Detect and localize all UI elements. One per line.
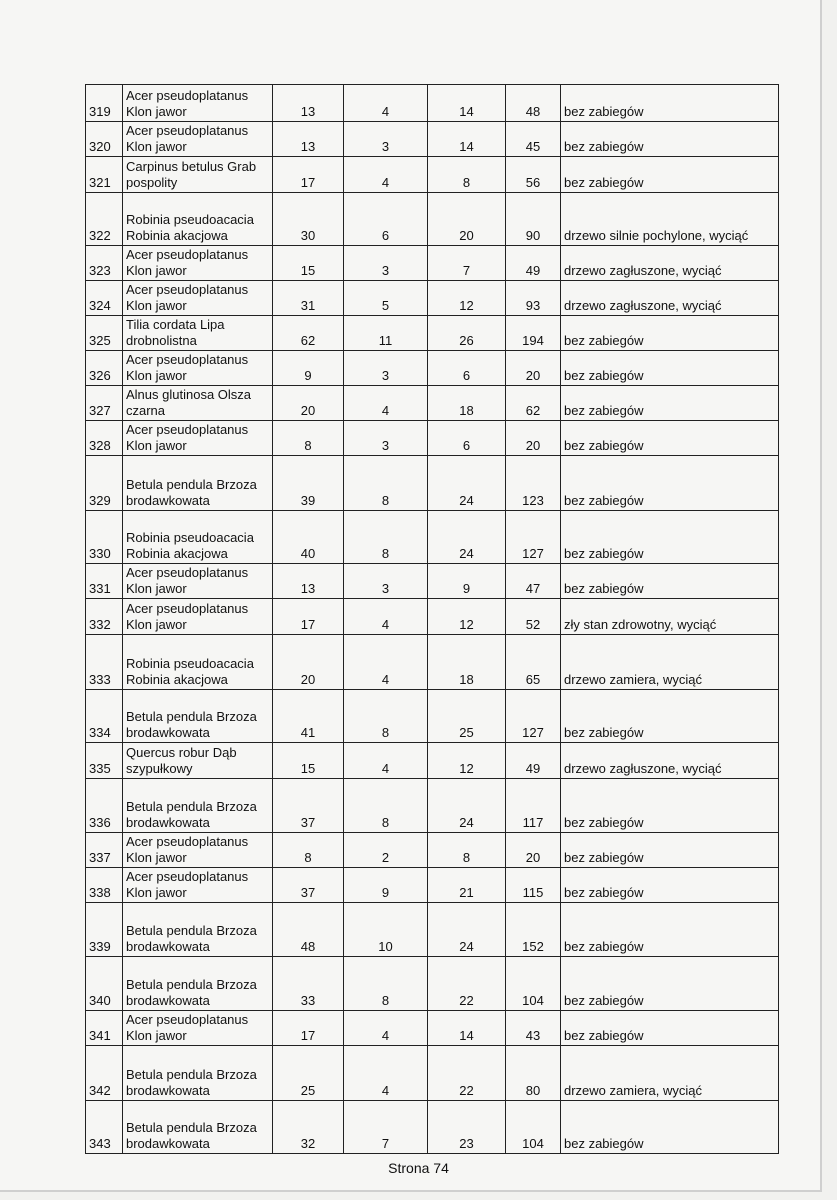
diameter-value: 45 bbox=[506, 122, 561, 157]
treatment-note: bez zabiegów bbox=[561, 511, 779, 564]
height-value: 8 bbox=[344, 690, 428, 743]
height-value: 4 bbox=[344, 157, 428, 193]
species-name: Betula pendula Brzoza brodawkowata bbox=[123, 903, 273, 957]
treatment-note: bez zabiegów bbox=[561, 690, 779, 743]
row-number: 342 bbox=[86, 1046, 123, 1101]
crown-value: 22 bbox=[428, 957, 506, 1011]
height-value: 4 bbox=[344, 386, 428, 421]
treatment-note: bez zabiegów bbox=[561, 386, 779, 421]
height-value: 7 bbox=[344, 1101, 428, 1154]
row-number: 320 bbox=[86, 122, 123, 157]
circumference-value: 15 bbox=[273, 743, 344, 779]
crown-value: 24 bbox=[428, 511, 506, 564]
diameter-value: 127 bbox=[506, 690, 561, 743]
diameter-value: 20 bbox=[506, 833, 561, 868]
crown-value: 12 bbox=[428, 743, 506, 779]
species-name: Tilia cordata Lipa drobnolistna bbox=[123, 316, 273, 351]
height-value: 5 bbox=[344, 281, 428, 316]
treatment-note: drzewo zagłuszone, wyciąć bbox=[561, 743, 779, 779]
species-name: Acer pseudoplatanus Klon jawor bbox=[123, 1011, 273, 1046]
row-number: 325 bbox=[86, 316, 123, 351]
treatment-note: bez zabiegów bbox=[561, 957, 779, 1011]
treatment-note: zły stan zdrowotny, wyciąć bbox=[561, 599, 779, 635]
crown-value: 23 bbox=[428, 1101, 506, 1154]
species-name: Betula pendula Brzoza brodawkowata bbox=[123, 779, 273, 833]
row-number: 341 bbox=[86, 1011, 123, 1046]
species-name: Betula pendula Brzoza brodawkowata bbox=[123, 690, 273, 743]
species-name: Robinia pseudoacacia Robinia akacjowa bbox=[123, 511, 273, 564]
height-value: 4 bbox=[344, 1011, 428, 1046]
diameter-value: 52 bbox=[506, 599, 561, 635]
treatment-note: drzewo zamiera, wyciąć bbox=[561, 635, 779, 690]
height-value: 10 bbox=[344, 903, 428, 957]
crown-value: 24 bbox=[428, 779, 506, 833]
species-name: Acer pseudoplatanus Klon jawor bbox=[123, 85, 273, 122]
crown-value: 18 bbox=[428, 635, 506, 690]
row-number: 327 bbox=[86, 386, 123, 421]
row-number: 336 bbox=[86, 779, 123, 833]
diameter-value: 117 bbox=[506, 779, 561, 833]
table-row bbox=[86, 193, 779, 246]
treatment-note: bez zabiegów bbox=[561, 1011, 779, 1046]
diameter-value: 48 bbox=[506, 85, 561, 122]
table-row bbox=[86, 421, 779, 456]
table-row bbox=[86, 456, 779, 511]
diameter-value: 43 bbox=[506, 1011, 561, 1046]
circumference-value: 13 bbox=[273, 122, 344, 157]
circumference-value: 13 bbox=[273, 564, 344, 599]
height-value: 6 bbox=[344, 193, 428, 246]
circumference-value: 13 bbox=[273, 85, 344, 122]
circumference-value: 8 bbox=[273, 833, 344, 868]
height-value: 4 bbox=[344, 743, 428, 779]
crown-value: 12 bbox=[428, 599, 506, 635]
diameter-value: 20 bbox=[506, 421, 561, 456]
height-value: 4 bbox=[344, 85, 428, 122]
height-value: 8 bbox=[344, 957, 428, 1011]
circumference-value: 9 bbox=[273, 351, 344, 386]
height-value: 3 bbox=[344, 421, 428, 456]
row-number: 331 bbox=[86, 564, 123, 599]
table-row bbox=[86, 779, 779, 833]
species-name: Acer pseudoplatanus Klon jawor bbox=[123, 122, 273, 157]
tree-inventory-table bbox=[85, 84, 779, 1154]
table-body bbox=[86, 85, 779, 1154]
species-name: Robinia pseudoacacia Robinia akacjowa bbox=[123, 193, 273, 246]
species-name: Carpinus betulus Grab pospolity bbox=[123, 157, 273, 193]
row-number: 329 bbox=[86, 456, 123, 511]
crown-value: 9 bbox=[428, 564, 506, 599]
circumference-value: 33 bbox=[273, 957, 344, 1011]
height-value: 3 bbox=[344, 351, 428, 386]
species-name: Acer pseudoplatanus Klon jawor bbox=[123, 564, 273, 599]
row-number: 324 bbox=[86, 281, 123, 316]
species-name: Quercus robur Dąb szypułkowy bbox=[123, 743, 273, 779]
circumference-value: 17 bbox=[273, 157, 344, 193]
page-number: Strona 74 bbox=[388, 1160, 449, 1176]
diameter-value: 62 bbox=[506, 386, 561, 421]
crown-value: 24 bbox=[428, 903, 506, 957]
table-row bbox=[86, 246, 779, 281]
table-row bbox=[86, 564, 779, 599]
treatment-note: bez zabiegów bbox=[561, 903, 779, 957]
treatment-note: bez zabiegów bbox=[561, 868, 779, 903]
circumference-value: 39 bbox=[273, 456, 344, 511]
species-name: Acer pseudoplatanus Klon jawor bbox=[123, 246, 273, 281]
species-name: Acer pseudoplatanus Klon jawor bbox=[123, 351, 273, 386]
height-value: 3 bbox=[344, 122, 428, 157]
row-number: 323 bbox=[86, 246, 123, 281]
row-number: 337 bbox=[86, 833, 123, 868]
table-row bbox=[86, 903, 779, 957]
circumference-value: 30 bbox=[273, 193, 344, 246]
species-name: Acer pseudoplatanus Klon jawor bbox=[123, 599, 273, 635]
crown-value: 8 bbox=[428, 833, 506, 868]
row-number: 326 bbox=[86, 351, 123, 386]
table-row bbox=[86, 351, 779, 386]
row-number: 338 bbox=[86, 868, 123, 903]
crown-value: 6 bbox=[428, 421, 506, 456]
diameter-value: 123 bbox=[506, 456, 561, 511]
treatment-note: bez zabiegów bbox=[561, 351, 779, 386]
treatment-note: drzewo silnie pochylone, wyciąć bbox=[561, 193, 779, 246]
treatment-note: bez zabiegów bbox=[561, 316, 779, 351]
row-number: 321 bbox=[86, 157, 123, 193]
diameter-value: 56 bbox=[506, 157, 561, 193]
table-row bbox=[86, 511, 779, 564]
crown-value: 26 bbox=[428, 316, 506, 351]
height-value: 4 bbox=[344, 1046, 428, 1101]
diameter-value: 104 bbox=[506, 1101, 561, 1154]
treatment-note: bez zabiegów bbox=[561, 421, 779, 456]
row-number: 332 bbox=[86, 599, 123, 635]
table-row bbox=[86, 157, 779, 193]
row-number: 322 bbox=[86, 193, 123, 246]
height-value: 4 bbox=[344, 635, 428, 690]
height-value: 3 bbox=[344, 564, 428, 599]
row-number: 335 bbox=[86, 743, 123, 779]
species-name: Acer pseudoplatanus Klon jawor bbox=[123, 868, 273, 903]
treatment-note: bez zabiegów bbox=[561, 1101, 779, 1154]
species-name: Betula pendula Brzoza brodawkowata bbox=[123, 957, 273, 1011]
diameter-value: 20 bbox=[506, 351, 561, 386]
circumference-value: 62 bbox=[273, 316, 344, 351]
crown-value: 21 bbox=[428, 868, 506, 903]
species-name: Acer pseudoplatanus Klon jawor bbox=[123, 421, 273, 456]
height-value: 8 bbox=[344, 511, 428, 564]
height-value: 8 bbox=[344, 456, 428, 511]
table-row bbox=[86, 1011, 779, 1046]
row-number: 343 bbox=[86, 1101, 123, 1154]
crown-value: 14 bbox=[428, 85, 506, 122]
crown-value: 22 bbox=[428, 1046, 506, 1101]
diameter-value: 47 bbox=[506, 564, 561, 599]
circumference-value: 20 bbox=[273, 635, 344, 690]
circumference-value: 32 bbox=[273, 1101, 344, 1154]
crown-value: 6 bbox=[428, 351, 506, 386]
diameter-value: 152 bbox=[506, 903, 561, 957]
treatment-note: drzewo zagłuszone, wyciąć bbox=[561, 281, 779, 316]
crown-value: 20 bbox=[428, 193, 506, 246]
table-row bbox=[86, 316, 779, 351]
height-value: 11 bbox=[344, 316, 428, 351]
species-name: Acer pseudoplatanus Klon jawor bbox=[123, 833, 273, 868]
height-value: 9 bbox=[344, 868, 428, 903]
table-row bbox=[86, 1101, 779, 1154]
circumference-value: 20 bbox=[273, 386, 344, 421]
crown-value: 7 bbox=[428, 246, 506, 281]
row-number: 339 bbox=[86, 903, 123, 957]
table-row bbox=[86, 868, 779, 903]
table-row bbox=[86, 833, 779, 868]
circumference-value: 41 bbox=[273, 690, 344, 743]
species-name: Betula pendula Brzoza brodawkowata bbox=[123, 1101, 273, 1154]
circumference-value: 40 bbox=[273, 511, 344, 564]
circumference-value: 17 bbox=[273, 1011, 344, 1046]
row-number: 319 bbox=[86, 85, 123, 122]
circumference-value: 8 bbox=[273, 421, 344, 456]
treatment-note: drzewo zagłuszone, wyciąć bbox=[561, 246, 779, 281]
treatment-note: bez zabiegów bbox=[561, 157, 779, 193]
diameter-value: 65 bbox=[506, 635, 561, 690]
species-name: Betula pendula Brzoza brodawkowata bbox=[123, 1046, 273, 1101]
table-row bbox=[86, 1046, 779, 1101]
diameter-value: 127 bbox=[506, 511, 561, 564]
row-number: 334 bbox=[86, 690, 123, 743]
row-number: 328 bbox=[86, 421, 123, 456]
diameter-value: 104 bbox=[506, 957, 561, 1011]
diameter-value: 49 bbox=[506, 743, 561, 779]
crown-value: 12 bbox=[428, 281, 506, 316]
table-row bbox=[86, 386, 779, 421]
diameter-value: 80 bbox=[506, 1046, 561, 1101]
diameter-value: 49 bbox=[506, 246, 561, 281]
circumference-value: 17 bbox=[273, 599, 344, 635]
circumference-value: 15 bbox=[273, 246, 344, 281]
height-value: 8 bbox=[344, 779, 428, 833]
table-row bbox=[86, 743, 779, 779]
treatment-note: bez zabiegów bbox=[561, 456, 779, 511]
crown-value: 24 bbox=[428, 456, 506, 511]
table-row bbox=[86, 281, 779, 316]
species-name: Robinia pseudoacacia Robinia akacjowa bbox=[123, 635, 273, 690]
row-number: 340 bbox=[86, 957, 123, 1011]
table-row bbox=[86, 85, 779, 122]
treatment-note: bez zabiegów bbox=[561, 833, 779, 868]
circumference-value: 31 bbox=[273, 281, 344, 316]
table-row bbox=[86, 635, 779, 690]
circumference-value: 37 bbox=[273, 779, 344, 833]
table-row bbox=[86, 122, 779, 157]
diameter-value: 194 bbox=[506, 316, 561, 351]
table-row bbox=[86, 957, 779, 1011]
table-row bbox=[86, 599, 779, 635]
crown-value: 14 bbox=[428, 1011, 506, 1046]
row-number: 330 bbox=[86, 511, 123, 564]
species-name: Acer pseudoplatanus Klon jawor bbox=[123, 281, 273, 316]
circumference-value: 48 bbox=[273, 903, 344, 957]
treatment-note: bez zabiegów bbox=[561, 564, 779, 599]
treatment-note: bez zabiegów bbox=[561, 85, 779, 122]
diameter-value: 90 bbox=[506, 193, 561, 246]
circumference-value: 25 bbox=[273, 1046, 344, 1101]
species-name: Betula pendula Brzoza brodawkowata bbox=[123, 456, 273, 511]
height-value: 4 bbox=[344, 599, 428, 635]
height-value: 3 bbox=[344, 246, 428, 281]
diameter-value: 115 bbox=[506, 868, 561, 903]
crown-value: 14 bbox=[428, 122, 506, 157]
row-number: 333 bbox=[86, 635, 123, 690]
table-row bbox=[86, 690, 779, 743]
circumference-value: 37 bbox=[273, 868, 344, 903]
crown-value: 8 bbox=[428, 157, 506, 193]
treatment-note: bez zabiegów bbox=[561, 122, 779, 157]
crown-value: 25 bbox=[428, 690, 506, 743]
species-name: Alnus glutinosa Olsza czarna bbox=[123, 386, 273, 421]
diameter-value: 93 bbox=[506, 281, 561, 316]
treatment-note: bez zabiegów bbox=[561, 779, 779, 833]
crown-value: 18 bbox=[428, 386, 506, 421]
height-value: 2 bbox=[344, 833, 428, 868]
treatment-note: drzewo zamiera, wyciąć bbox=[561, 1046, 779, 1101]
